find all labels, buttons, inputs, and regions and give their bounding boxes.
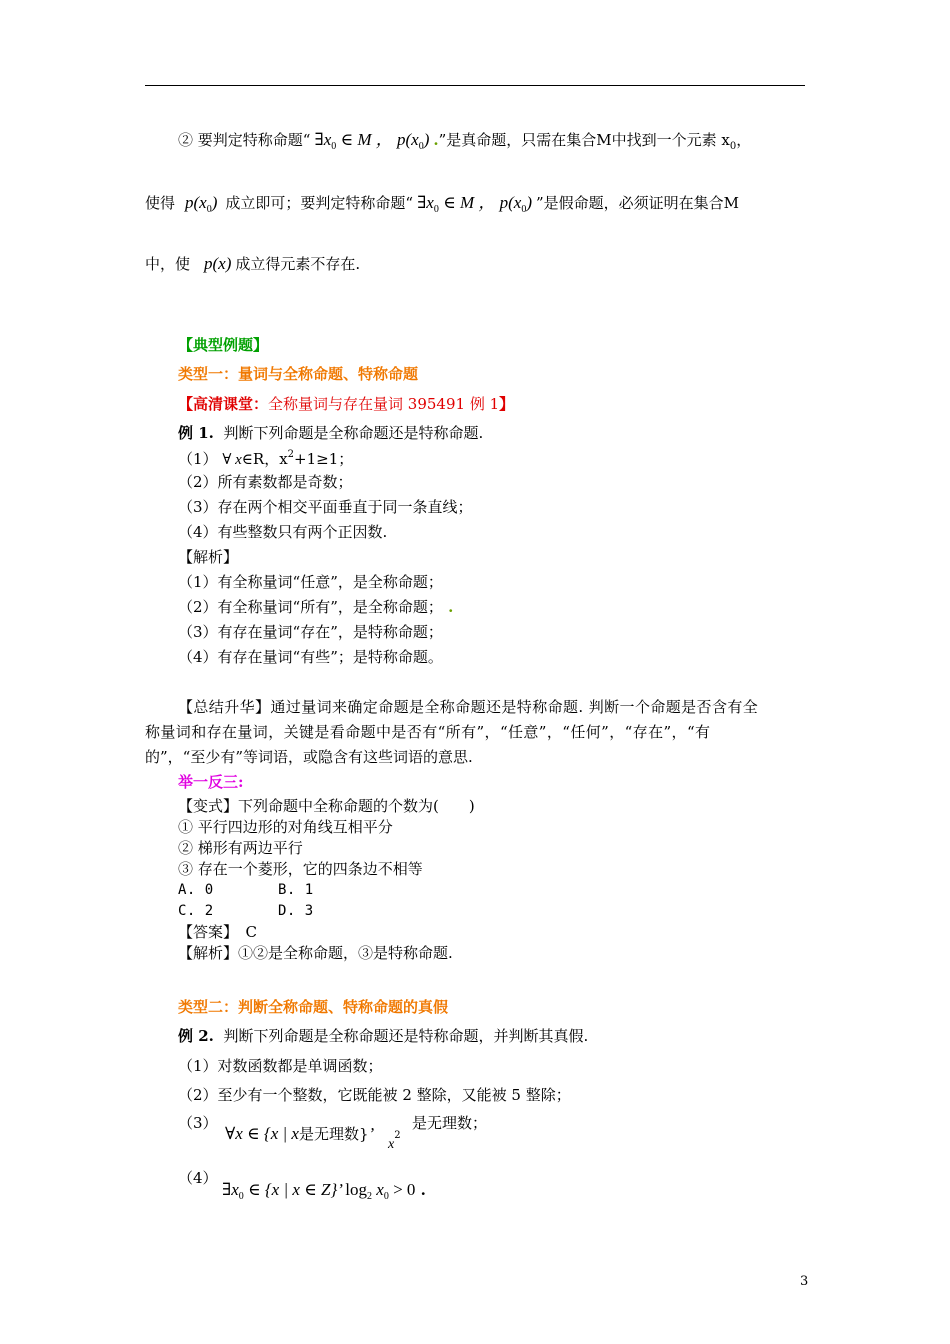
variant-opt1: ① 平行四边形的对角线互相平分 xyxy=(178,818,393,836)
hd-class-line: 【高清课堂：全称量词与存在量词 395491 例 1】 xyxy=(178,395,515,413)
variant-question: 【变式】下列命题中全称命题的个数为( ) xyxy=(178,797,475,815)
summary-line2: 称量词和存在量词，关键是看命题中是否有“所有”，“任意”，“任何”，“存在”，“有 xyxy=(145,723,711,741)
variant-analysis: 【解析】①②是全称命题，③是特称命题. xyxy=(178,944,453,962)
variant-choice-c: C. 2 xyxy=(178,903,214,919)
juyi-heading: 举一反三: xyxy=(178,773,244,791)
ex1-item2: （2）所有素数都是奇数； xyxy=(178,473,353,491)
ex1-answer4: （4）有存在量词“有些”；是特称命题。 xyxy=(178,648,443,666)
para1-line1: ② 要判定特称命题“ $\exists x_0$ ∈ M ， $p(x_0)$ .”是真命题，只需在集合M中找到一个元素 $x_0$， xyxy=(178,130,752,152)
ex2-item4: （4） xyxy=(178,1169,218,1187)
page-number: 3 xyxy=(800,1274,809,1289)
para1-line2: 使得 $p(x_0)$ 成立即可；要判定特称命题“ $\exists x_0$ ∈ M ， $p(x_0)$ ”是假命题，必须证明在集合M xyxy=(145,193,740,215)
type1-heading: 类型一：量词与全称命题、特称命题 xyxy=(178,365,419,383)
ex2-item3-x2: $x^2$ xyxy=(388,1130,401,1152)
variant-opt2: ② 梯形有两边平行 xyxy=(178,839,303,857)
ex2-question: 例 2. 判断下列命题是全称命题还是特称命题，并判断其真假. xyxy=(178,1027,589,1045)
ex1-analysis-label: 【解析】 xyxy=(178,548,239,566)
ex2-item3-math: ∀x ∈ {x | x是无理数}’ xyxy=(225,1124,375,1143)
type2-heading: 类型二：判断全称命题、特称命题的真假 xyxy=(178,998,449,1016)
ex1-item1: （1） ∀ x∈R，$x^2+1\ge 1$； xyxy=(178,449,354,468)
ex1-answer2: （2）有全称量词“所有”，是全称命题； . xyxy=(178,598,454,616)
variant-choice-d: D. 3 xyxy=(278,903,314,919)
ex2-item1: （1）对数函数都是单调函数； xyxy=(178,1057,383,1075)
heading-examples: 【典型例题】 xyxy=(178,336,269,354)
ex2-item3: （3） xyxy=(178,1114,218,1132)
para1-line3: 中，使 p(x) 成立得元素不存在. xyxy=(145,254,361,273)
ex2-item3-tail: 是无理数； xyxy=(412,1114,488,1132)
ex2-item4-math: $\exists x_0$ ∈ {x | x ∈ Z}’ $\log_2 x_0 > 0$ . xyxy=(222,1180,426,1202)
ex1-question: 例 1. 判断下列命题是全称命题还是特称命题. xyxy=(178,424,484,442)
variant-answer: 【答案】 C xyxy=(178,923,257,941)
ex2-item2: （2）至少有一个整数，它既能被 2 整除，又能被 5 整除； xyxy=(178,1086,571,1104)
header-rule xyxy=(145,85,805,86)
ex1-item3: （3）存在两个相交平面垂直于同一条直线； xyxy=(178,498,473,516)
summary-line1: 【总结升华】通过量词来确定命题是全称命题还是特称命题. 判断一个命题是否含有全 xyxy=(178,698,759,716)
variant-opt3: ③ 存在一个菱形，它的四条边不相等 xyxy=(178,860,423,878)
variant-choice-b: B. 1 xyxy=(278,882,314,898)
variant-choice-a: A. 0 xyxy=(178,882,214,898)
ex1-item4: （4）有些整数只有两个正因数. xyxy=(178,523,388,541)
ex1-answer3: （3）有存在量词“存在”，是特称命题； xyxy=(178,623,443,641)
summary-line3: 的”，“至少有”等词语，或隐含有这些词语的意思. xyxy=(145,748,473,766)
ex1-answer1: （1）有全称量词“任意”，是全称命题； xyxy=(178,573,443,591)
